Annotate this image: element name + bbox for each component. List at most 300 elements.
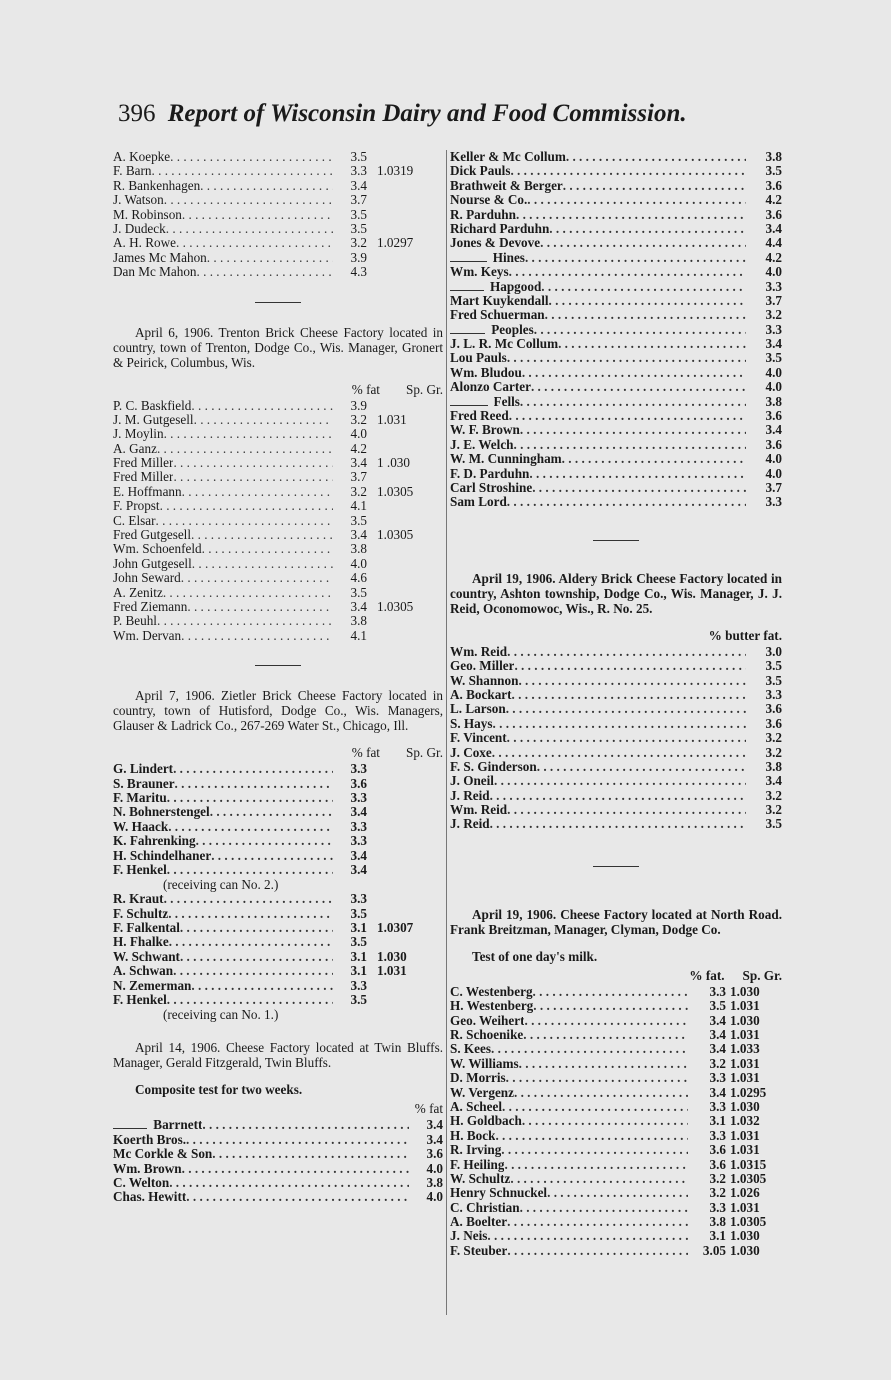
col-heading-fat: % fat <box>351 381 380 397</box>
patron-name: Fred Miller <box>113 470 174 485</box>
fat-value: 3.2 <box>350 411 367 427</box>
gravity-value: 1.026 <box>730 1185 760 1201</box>
gravity-value: 1.031 <box>377 963 407 979</box>
table-row <box>113 442 443 456</box>
table-note: (receiving can No. 1.) <box>163 1007 279 1023</box>
table-row <box>113 586 443 600</box>
patron-name: Wm. Reid <box>450 803 508 818</box>
patron-name: W. Haack <box>113 819 169 834</box>
ditto-dash <box>450 405 488 406</box>
table-row <box>450 1215 782 1229</box>
section-subhead: Composite test for two weeks. <box>135 1082 303 1098</box>
fat-value: 3.4 <box>765 773 782 789</box>
dot-leader <box>563 179 746 193</box>
patron-name: A. Bockart <box>450 687 512 702</box>
patron-name: S. Kees <box>450 1042 492 1057</box>
dot-leader <box>191 528 333 542</box>
table-row <box>113 935 443 949</box>
table-row <box>450 1143 782 1157</box>
fat-value: 3.1 <box>350 948 367 964</box>
patron-name: W. Schwant <box>113 949 180 964</box>
table-row <box>113 265 443 279</box>
table-row <box>113 208 443 222</box>
patron-name: F. Henkel <box>113 862 167 877</box>
table-row <box>113 791 443 805</box>
table-row <box>450 1129 782 1143</box>
fat-value: 4.2 <box>765 192 782 208</box>
patron-name: John Seward <box>113 571 181 586</box>
section-intro: April 14, 1906. Cheese Factory located at Twin Bluffs. Manager, Gerald Fitzgerald, Twin Bluffs. <box>113 1040 443 1071</box>
dot-leader <box>524 1014 688 1028</box>
fat-value: 4.6 <box>350 570 367 586</box>
patron-name: F. Schultz <box>113 906 169 921</box>
dot-leader <box>534 323 746 337</box>
dot-leader <box>537 760 746 774</box>
fat-value: 3.3 <box>709 983 726 999</box>
table-row <box>113 528 443 542</box>
gravity-value: 1.0305 <box>377 527 414 543</box>
fat-value: 3.7 <box>350 192 367 208</box>
patron-name: Wm. Bludou <box>450 365 522 380</box>
dot-leader <box>210 805 333 819</box>
patron-name: J. M. Gutgesell <box>113 412 194 427</box>
gravity-value: 1.0295 <box>730 1084 767 1100</box>
patron-name: W. Shannon <box>450 673 519 688</box>
fat-value: 3.3 <box>765 278 782 294</box>
dot-leader <box>501 1143 688 1157</box>
section-intro: April 19, 1906. Cheese Factory located at North Road. Frank Breitzman, Manager, Clyman, Dodge Co. <box>450 906 782 937</box>
north-road-table <box>450 985 782 1258</box>
dot-leader <box>175 777 333 791</box>
table-row <box>450 164 782 178</box>
table-row <box>450 674 782 688</box>
patron-name: Fred Gutgesell <box>113 528 192 543</box>
dot-leader <box>509 265 746 279</box>
dot-leader <box>540 236 746 250</box>
table-row <box>450 803 782 817</box>
patron-name: K. Fahrenking <box>113 834 196 849</box>
table-row <box>450 1158 782 1172</box>
patron-name: Fred Reed <box>450 409 509 424</box>
fat-value: 3.3 <box>765 494 782 510</box>
patron-name: John Gutgesell <box>113 556 192 571</box>
table-row <box>113 222 443 236</box>
dot-leader <box>211 849 333 863</box>
section-rule <box>255 665 301 666</box>
fat-value: 3.5 <box>350 512 367 528</box>
table-row <box>113 514 443 528</box>
fat-value: 4.1 <box>350 498 367 514</box>
gravity-value: 1.0305 <box>377 483 414 499</box>
patron-name: J. Oneil <box>450 774 494 789</box>
patron-name: Mart Kuykendall <box>450 293 549 308</box>
table-row <box>450 717 782 731</box>
patron-name: F. D. Parduhn <box>450 466 530 481</box>
patron-name: R. Irving <box>450 1143 502 1158</box>
fat-value: 3.1 <box>709 1113 726 1129</box>
fat-value: 4.0 <box>350 426 367 442</box>
fat-value: 3.2 <box>765 730 782 746</box>
table-row <box>113 164 443 178</box>
fat-value: 3.5 <box>350 220 367 236</box>
dot-leader <box>507 1215 688 1229</box>
fat-value: 3.3 <box>350 163 367 179</box>
dot-leader <box>491 1042 688 1056</box>
table-row <box>450 495 782 509</box>
dot-leader <box>520 1201 688 1215</box>
patron-name: W. F. Brown <box>450 423 520 438</box>
dot-leader <box>507 495 746 509</box>
ditto-dash <box>450 333 485 334</box>
fat-value: 3.4 <box>350 861 367 877</box>
patron-name: Fred Miller <box>113 456 174 471</box>
patron-name: Lou Pauls <box>450 351 507 366</box>
patron-name: J. Watson <box>113 193 164 208</box>
fat-value: 3.3 <box>709 1070 726 1086</box>
patron-name: L. Larson <box>450 702 506 717</box>
table-row <box>450 688 782 702</box>
column-headings <box>450 968 782 983</box>
table-row <box>450 999 782 1013</box>
patron-name: S. Brauner <box>113 776 175 791</box>
dot-leader <box>506 702 746 716</box>
patron-name: Hines <box>492 250 525 265</box>
dot-leader <box>212 1147 409 1161</box>
patron-name: F. S. Ginderson <box>450 759 537 774</box>
ditto-dash <box>113 1128 147 1129</box>
table-row <box>450 1042 782 1056</box>
fat-value: 3.8 <box>426 1174 443 1190</box>
fat-value: 3.2 <box>709 1185 726 1201</box>
gravity-value: 1.031 <box>730 1027 760 1043</box>
patron-name: C. Elsar <box>113 513 156 528</box>
dot-leader <box>510 164 746 178</box>
table-row <box>450 1229 782 1243</box>
patron-name: P. C. Baskfield <box>113 398 192 413</box>
fat-value: 3.5 <box>350 992 367 1008</box>
fat-value: 3.4 <box>350 804 367 820</box>
dot-leader <box>547 1186 688 1200</box>
fat-value: 4.0 <box>350 555 367 571</box>
patron-name: N. Bohnerstengel <box>113 805 210 820</box>
dot-leader <box>164 892 333 906</box>
patron-name: F. Heiling <box>450 1157 505 1172</box>
patron-name: Fred Ziemann <box>113 599 188 614</box>
dot-leader <box>180 921 333 935</box>
patron-name: W. Williams <box>450 1056 519 1071</box>
fat-value: 3.4 <box>426 1131 443 1147</box>
table-row <box>113 542 443 556</box>
dot-leader <box>202 1118 409 1132</box>
table-row <box>450 985 782 999</box>
fat-value: 3.5 <box>765 163 782 179</box>
fat-value: 3.3 <box>350 977 367 993</box>
left-top-table <box>113 150 443 280</box>
gravity-value: 1.030 <box>730 1228 760 1244</box>
dot-leader <box>545 308 746 322</box>
dot-leader <box>192 557 333 571</box>
dot-leader <box>520 423 746 437</box>
fat-value: 3.6 <box>765 701 782 717</box>
patron-name: R. Parduhn <box>450 207 516 222</box>
fat-value: 4.1 <box>350 627 367 643</box>
section-rule <box>593 866 639 867</box>
table-row <box>113 571 443 585</box>
section-subhead: Test of one day's milk. <box>472 948 598 964</box>
dot-leader <box>506 1071 688 1085</box>
dot-leader <box>164 427 333 441</box>
dot-leader <box>525 251 746 265</box>
table-row <box>450 789 782 803</box>
table-row <box>113 413 443 427</box>
table-row <box>450 366 782 380</box>
ditto-dash <box>450 261 487 262</box>
fat-value: 3.1 <box>350 920 367 936</box>
dot-leader <box>487 1229 688 1243</box>
patron-name: Geo. Miller <box>450 659 515 674</box>
fat-value: 3.0 <box>765 643 782 659</box>
dot-leader <box>196 834 333 848</box>
dot-leader <box>191 979 333 993</box>
patron-name: S. Hays <box>450 716 493 731</box>
dot-leader <box>157 442 333 456</box>
table-row <box>450 645 782 659</box>
table-row <box>113 614 443 628</box>
patron-name: A. Schwan <box>113 964 174 979</box>
gravity-value: 1.030 <box>730 1012 760 1028</box>
patron-name: Peoples <box>491 322 534 337</box>
patron-name: J. Coxe <box>450 745 492 760</box>
patron-name: Wm. Dervan <box>113 628 182 643</box>
fat-value: 4.2 <box>765 249 782 265</box>
patron-name: Nourse & Co. <box>450 193 528 208</box>
patron-name: Carl Stroshine <box>450 480 533 495</box>
fat-value: 4.3 <box>350 264 367 280</box>
table-row <box>113 499 443 513</box>
patron-name: A. H. Rowe <box>113 236 177 251</box>
fat-value: 4.0 <box>426 1160 443 1176</box>
fat-value: 3.3 <box>350 761 367 777</box>
fat-value: 3.7 <box>350 469 367 485</box>
patron-name: R. Kraut <box>113 892 164 907</box>
fat-value: 3.8 <box>765 393 782 409</box>
patron-name: H. Goldbach <box>450 1114 522 1129</box>
dot-leader <box>523 1028 688 1042</box>
patron-name: Dan Mc Mahon <box>113 265 197 280</box>
fat-value: 3.4 <box>709 1012 726 1028</box>
table-row <box>113 399 443 413</box>
dot-leader <box>166 222 333 236</box>
dot-leader <box>541 280 746 294</box>
table-row <box>113 1118 443 1132</box>
patron-name: H. Westenberg <box>450 999 534 1014</box>
fat-value: 3.4 <box>765 336 782 352</box>
patron-name: James Mc Mahon <box>113 250 207 265</box>
dot-leader <box>512 688 746 702</box>
table-row <box>113 805 443 819</box>
dot-leader <box>493 717 746 731</box>
table-row <box>450 659 782 673</box>
table-row <box>450 208 782 222</box>
fat-value: 3.4 <box>350 455 367 471</box>
patron-name: F. Propst <box>113 499 160 514</box>
fat-value: 3.3 <box>350 891 367 907</box>
fat-value: 3.2 <box>765 744 782 760</box>
table-row <box>113 777 443 791</box>
dot-leader <box>170 150 333 164</box>
patron-name: F. Vincent <box>450 731 507 746</box>
dot-leader <box>186 1190 409 1204</box>
col-heading-gravity: Sp. Gr. <box>742 967 782 983</box>
fat-value: 3.5 <box>350 206 367 222</box>
fat-value: 3.3 <box>350 818 367 834</box>
page-header <box>118 100 738 128</box>
gravity-value: 1.0307 <box>377 920 414 936</box>
table-row <box>450 395 782 409</box>
dot-leader <box>169 935 333 949</box>
table-row <box>450 817 782 831</box>
fat-value: 3.6 <box>350 775 367 791</box>
dot-leader <box>507 645 746 659</box>
table-row <box>113 820 443 834</box>
fat-value: 3.3 <box>709 1127 726 1143</box>
patron-name: Wm. Schoenfeld <box>113 542 202 557</box>
dot-leader <box>167 993 333 1007</box>
fat-value: 3.8 <box>350 613 367 629</box>
table-row <box>113 863 443 877</box>
table-row <box>450 1172 782 1186</box>
gravity-value: 1.0305 <box>377 598 414 614</box>
dot-leader <box>507 803 746 817</box>
patron-name: C. Christian <box>450 1200 520 1215</box>
table-row <box>113 557 443 571</box>
patron-name: D. Morris <box>450 1071 506 1086</box>
patron-name: Barrnett <box>153 1118 203 1133</box>
gravity-value: 1.030 <box>730 1098 760 1114</box>
table-row <box>450 337 782 351</box>
fat-value: 3.5 <box>765 350 782 366</box>
fat-value: 3.6 <box>765 715 782 731</box>
gravity-value: 1.030 <box>730 1242 760 1258</box>
dot-leader <box>522 1114 688 1128</box>
column-headings <box>113 382 443 397</box>
table-row <box>450 409 782 423</box>
table-row <box>450 1014 782 1028</box>
table-row <box>450 308 782 322</box>
fat-value: 3.4 <box>350 177 367 193</box>
col-heading-gravity: Sp. Gr. <box>405 381 443 397</box>
dot-leader <box>194 413 333 427</box>
table-note: (receiving can No. 2.) <box>163 877 279 893</box>
column-headings <box>113 1101 443 1116</box>
section-rule <box>593 540 639 541</box>
patron-name: R. Bankenhagen <box>113 178 201 193</box>
patron-name: E. Hoffmann <box>113 484 182 499</box>
fat-value: 3.2 <box>709 1055 726 1071</box>
gravity-value: 1.0305 <box>730 1214 767 1230</box>
table-row <box>113 179 443 193</box>
patron-name: A. Scheel <box>450 1099 503 1114</box>
patron-name: J. Dudeck <box>113 221 166 236</box>
dot-leader <box>181 629 333 643</box>
table-row <box>113 251 443 265</box>
patron-name: Mc Corkle & Son <box>113 1147 213 1162</box>
col-heading-fat: % fat. <box>689 967 725 983</box>
dot-leader <box>533 999 688 1013</box>
dot-leader <box>566 150 746 164</box>
fat-value: 3.4 <box>426 1117 443 1133</box>
patron-name: Sam Lord <box>450 495 507 510</box>
patron-name: Wm. Keys <box>450 265 509 280</box>
table-row <box>113 485 443 499</box>
dot-leader <box>182 208 333 222</box>
table-row <box>450 760 782 774</box>
patron-name: Fred Schuerman <box>450 308 545 323</box>
fat-value: 3.3 <box>709 1098 726 1114</box>
dot-leader <box>167 791 333 805</box>
fat-value: 3.3 <box>765 686 782 702</box>
fat-value: 3.4 <box>350 598 367 614</box>
trenton-table <box>113 399 443 644</box>
table-row <box>450 423 782 437</box>
dot-leader <box>186 1133 409 1147</box>
fat-value: 3.8 <box>350 541 367 557</box>
table-row <box>450 265 782 279</box>
table-row <box>113 470 443 484</box>
gravity-value: 1.031 <box>730 1142 760 1158</box>
dot-leader <box>494 774 746 788</box>
patron-name: H. Schindelhaner <box>113 848 212 863</box>
fat-value: 3.6 <box>765 436 782 452</box>
gravity-value: 1.031 <box>730 1127 760 1143</box>
table-row <box>450 774 782 788</box>
gravity-value: 1 .030 <box>377 455 410 471</box>
dot-leader <box>176 236 333 250</box>
right-column <box>450 150 782 1258</box>
table-row <box>450 467 782 481</box>
ditto-dash <box>450 290 484 291</box>
fat-value: 3.6 <box>709 1156 726 1172</box>
table-row <box>450 251 782 265</box>
dot-leader <box>533 985 688 999</box>
fat-value: 4.0 <box>765 451 782 467</box>
dot-leader <box>207 251 333 265</box>
gravity-value: 1.0305 <box>730 1170 767 1186</box>
dot-leader <box>520 395 746 409</box>
dot-leader <box>492 746 746 760</box>
table-row <box>113 762 443 776</box>
patron-name: J. Neis <box>450 1229 488 1244</box>
dot-leader <box>169 1176 409 1190</box>
fat-value: 3.2 <box>765 802 782 818</box>
dot-leader <box>529 467 746 481</box>
fat-value: 3.8 <box>765 149 782 164</box>
patron-name: Koerth Bros. <box>113 1132 187 1147</box>
dot-leader <box>532 481 746 495</box>
gravity-value: 1.031 <box>377 411 407 427</box>
table-row <box>113 950 443 964</box>
fat-value: 3.7 <box>765 292 782 308</box>
table-row <box>113 1147 443 1161</box>
fat-value: 3.2 <box>350 235 367 251</box>
table-row <box>450 452 782 466</box>
gravity-value: 1.0297 <box>377 235 414 251</box>
fat-value: 3.6 <box>765 177 782 193</box>
dot-leader <box>507 731 746 745</box>
patron-name: J. E. Welch <box>450 437 514 452</box>
fat-value: 3.1 <box>350 963 367 979</box>
table-row <box>450 380 782 394</box>
